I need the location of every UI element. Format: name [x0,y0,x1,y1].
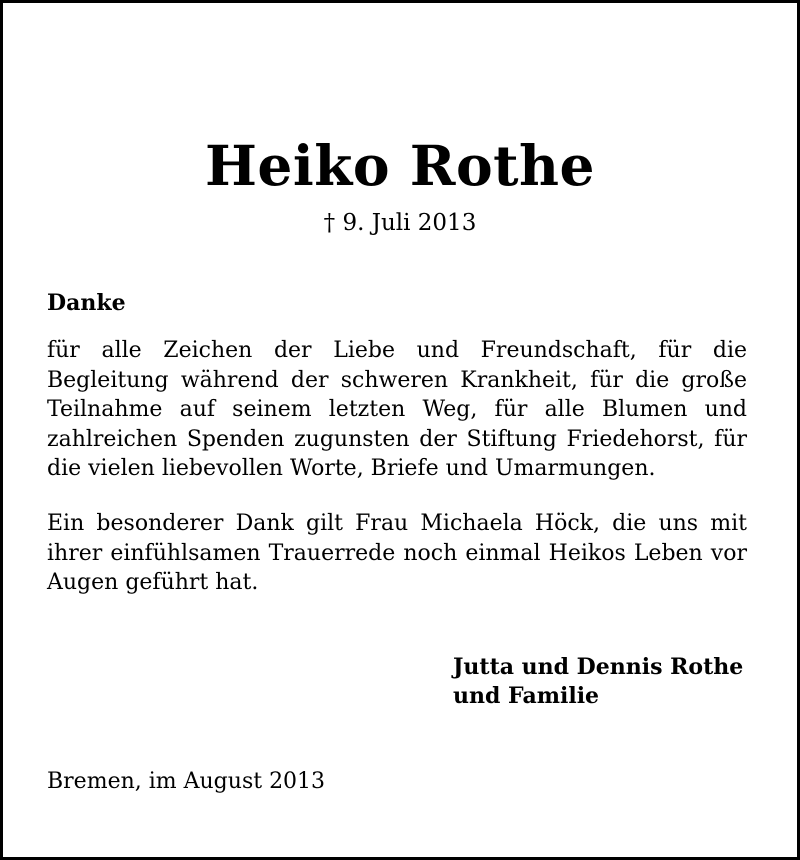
deceased-name: Heiko Rothe [204,133,596,198]
thanks-paragraph: für alle Zeichen der Liebe und Freundschaft, für die Begleitung während der schweren Krankheit, für die große Teilnahme auf seinem letzten Weg, für alle Blumen und zahlreichen Spenden zugunsten der Stiftung Friedehorst, für die vielen liebevollen Worte, Briefe und Umarmungen. [47,338,747,481]
signature-line-2: und Familie [453,683,600,709]
thanks-heading: Danke [47,290,126,316]
place-date: Bremen, im August 2013 [47,769,326,794]
signature-line-1: Jutta und Dennis Rothe [453,654,744,680]
death-date: † 9. Juli 2013 [323,210,477,236]
signature [453,653,743,711]
special-thanks-paragraph: Ein besonderer Dank gilt Frau Michaela Höck, die uns mit ihrer einfühlsamen Trauerrede noch einmal Heikos Leben vor Augen geführt hat. [47,511,747,595]
